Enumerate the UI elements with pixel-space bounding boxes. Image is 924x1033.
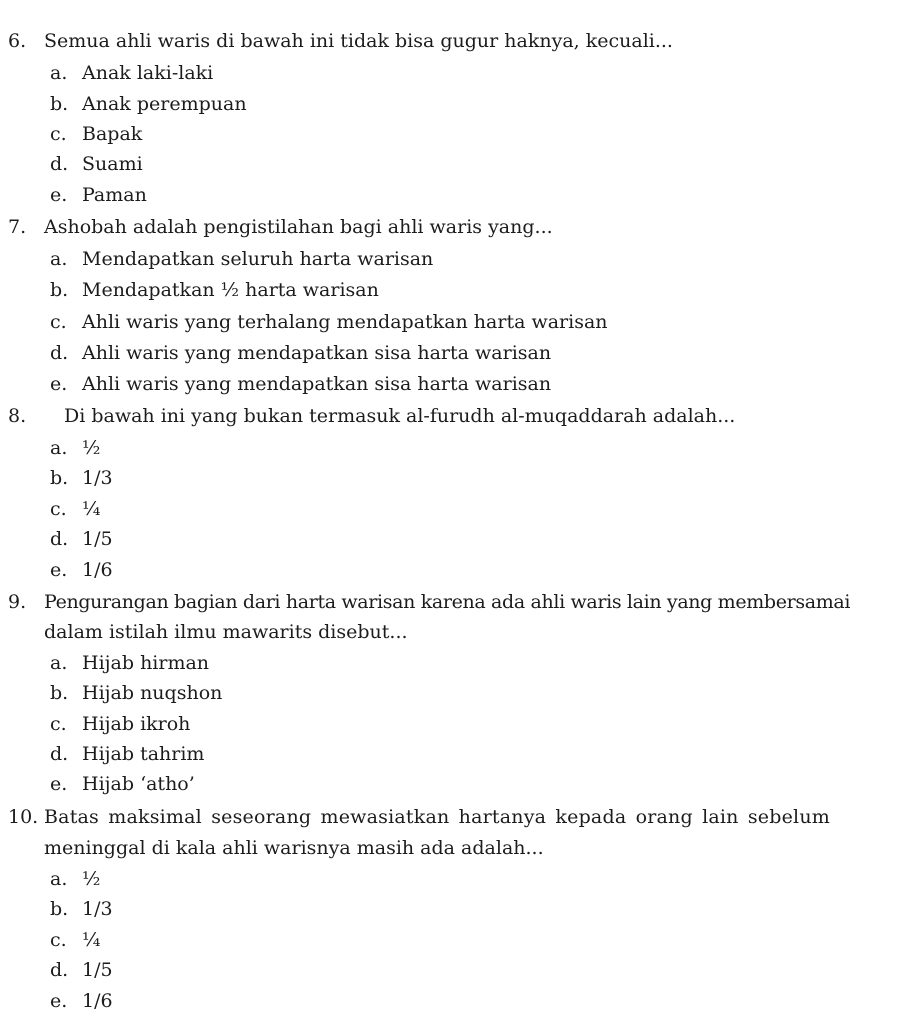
question-text-line-1: Pengurangan bagian dari harta warisan karena ada ahli waris lain yang membersamai [44,591,851,613]
question-text-line-1: Batas maksimal seseorang mewasiatkan hartanya kepada orang lain sebelum [44,806,830,828]
option-letter: c. [50,929,67,951]
option-letter: a. [50,868,68,890]
option-letter: a. [50,652,68,674]
option-8b [50,463,113,493]
option-text: Mendapatkan ½ harta warisan [82,279,379,301]
option-letter: b. [50,898,69,920]
option-7a [50,244,433,274]
option-text: Paman [82,184,147,206]
option-text: Ahli waris yang mendapatkan sisa harta warisan [82,373,552,395]
option-text: 1/3 [82,467,113,489]
option-letter: e. [50,559,68,581]
option-8c [50,494,100,524]
option-7b [50,275,379,305]
option-text: Ahli waris yang mendapatkan sisa harta warisan [82,342,552,364]
question-number: 7. [8,216,27,238]
option-text: 1/3 [82,898,113,920]
option-10c [50,925,100,955]
option-letter: c. [50,713,67,735]
option-text: Suami [82,153,143,175]
option-text: Mendapatkan seluruh harta warisan [82,248,434,270]
question-number: 10. [8,806,39,828]
option-letter: e. [50,990,68,1012]
option-9e [50,769,195,799]
option-text: 1/6 [82,990,113,1012]
option-letter: d. [50,959,69,981]
option-10a [50,864,100,894]
option-10d [50,955,113,985]
option-letter: c. [50,498,67,520]
option-9c [50,709,190,739]
option-text: Ahli waris yang terhalang mendapatkan harta warisan [82,311,608,333]
option-text: Hijab hirman [82,652,210,674]
question-9 [8,587,850,617]
option-8a [50,433,100,463]
question-text-line-2: meninggal di kala ahli warisnya masih ada adalah... [44,837,544,859]
option-text: Bapak [82,123,143,145]
option-10b [50,894,113,924]
option-9b [50,678,222,708]
option-9d [50,739,204,769]
question-9-continuation [44,617,408,647]
option-letter: d. [50,528,69,550]
question-10 [8,802,830,832]
option-letter: a. [50,437,68,459]
option-letter: b. [50,467,69,489]
option-6c [50,119,142,149]
option-text: Hijab nuqshon [82,682,223,704]
option-letter: c. [50,311,67,333]
option-6e [50,180,147,210]
option-text: 1/6 [82,559,113,581]
question-text: Semua ahli waris di bawah ini tidak bisa gugur haknya, kecuali... [44,30,673,52]
option-letter: c. [50,123,67,145]
question-text: Di bawah ini yang bukan termasuk al-furudh al-muqaddarah adalah... [64,405,736,427]
question-10-line-1 [8,802,830,832]
option-letter: b. [50,682,69,704]
option-7d [50,338,551,368]
option-text: Anak laki-laki [82,62,214,84]
option-text: Hijab ikroh [82,713,191,735]
option-letter: d. [50,743,69,765]
question-text: Ashobah adalah pengistilahan bagi ahli waris yang... [44,216,553,238]
option-text: ½ [82,437,101,459]
option-9a [50,648,209,678]
option-7c [50,307,608,337]
option-letter: e. [50,184,68,206]
option-letter: a. [50,62,68,84]
option-letter: b. [50,93,69,115]
option-letter: d. [50,153,69,175]
option-6a [50,58,213,88]
option-letter: a. [50,248,68,270]
option-letter: d. [50,342,69,364]
option-letter: e. [50,773,68,795]
question-text-line-2: dalam istilah ilmu mawarits disebut... [44,621,408,643]
option-text: ¼ [82,929,101,951]
option-6d [50,149,143,179]
option-text: ¼ [82,498,101,520]
question-number: 8. [8,405,27,427]
option-letter: e. [50,373,68,395]
question-number: 9. [8,591,27,613]
option-text: Anak perempuan [82,93,247,115]
question-8 [8,401,735,431]
option-letter: b. [50,279,69,301]
option-10e [50,986,113,1016]
question-number: 6. [8,30,27,52]
question-7 [8,212,553,242]
option-text: 1/5 [82,959,113,981]
option-text: Hijab ‘atho’ [82,773,195,795]
option-text: ½ [82,868,101,890]
question-10-continuation [44,833,544,863]
option-7e [50,369,551,399]
option-text: 1/5 [82,528,113,550]
option-6b [50,89,247,119]
option-text: Hijab tahrim [82,743,205,765]
question-6 [8,26,673,56]
option-8e [50,555,113,585]
option-8d [50,524,113,554]
